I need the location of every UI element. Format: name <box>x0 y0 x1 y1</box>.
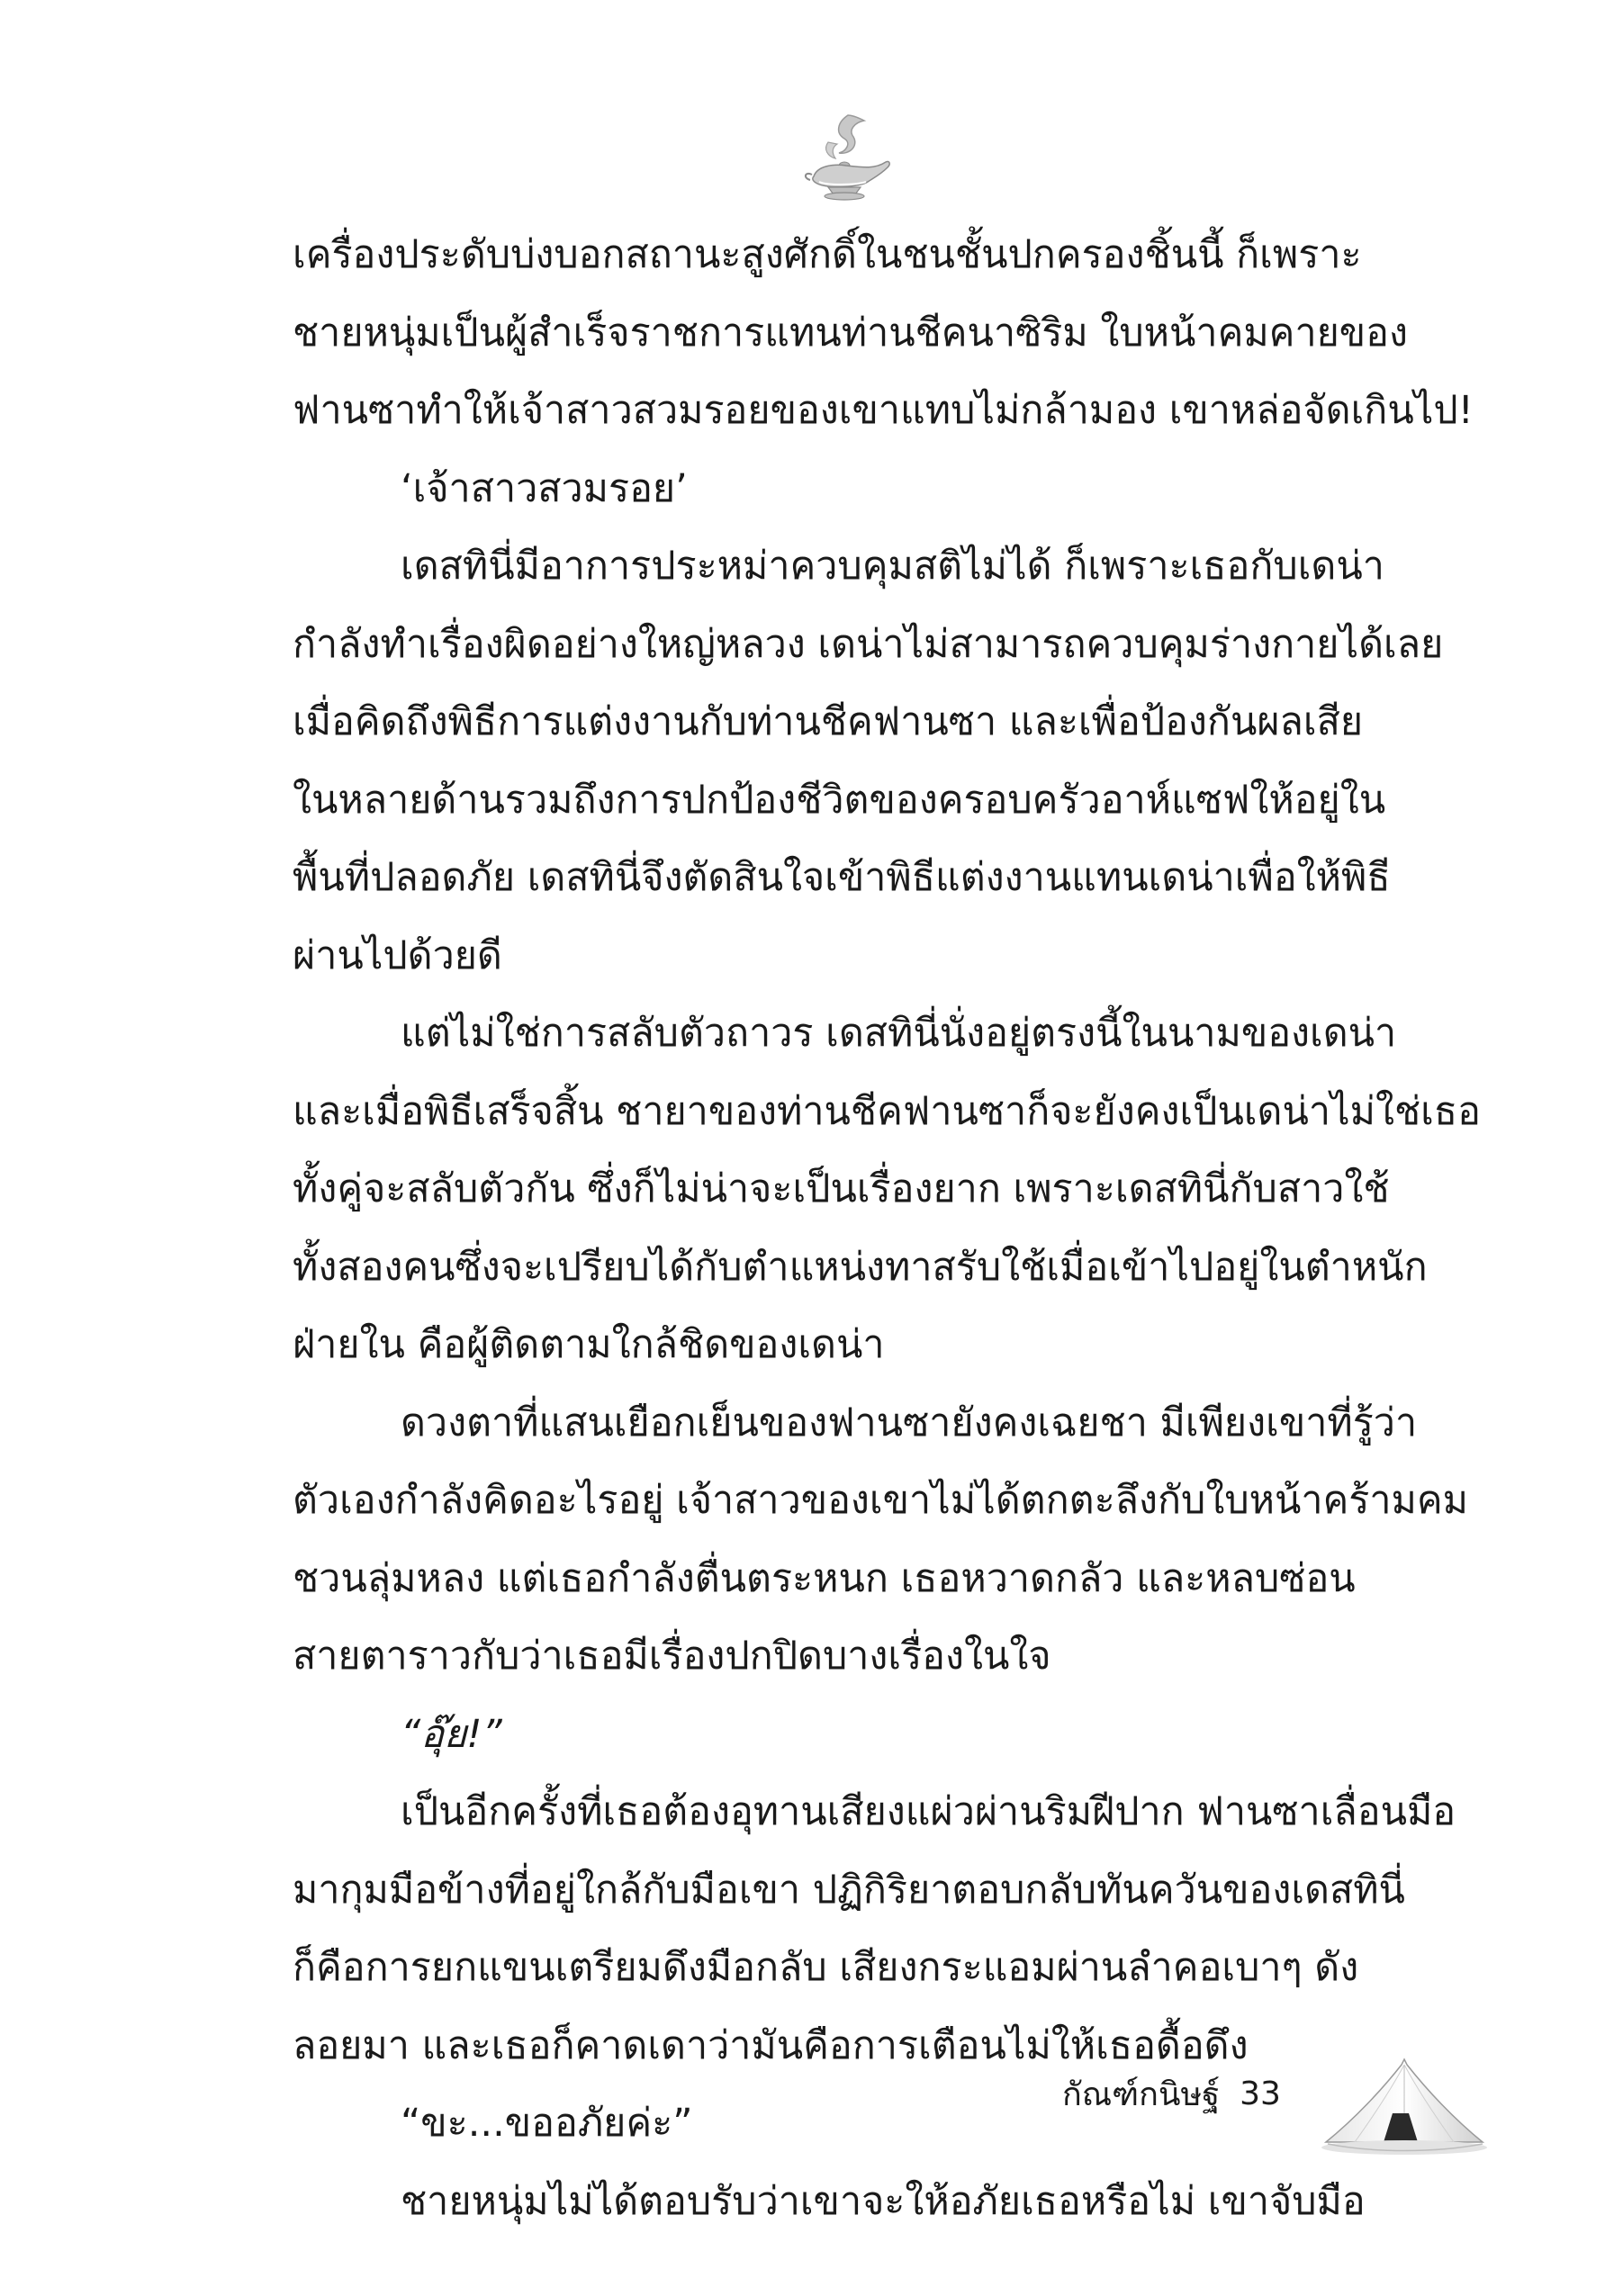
paragraph <box>293 1773 1456 2084</box>
paragraph <box>293 1696 1413 1774</box>
text-line: เดสทินี่มีอาการประหม่าควบคุมสติไม่ได้ ก็เพราะเธอกับเดน่า <box>401 544 1384 589</box>
text-line: มากุมมือข้างที่อยู่ใกล้กับมือเขา ปฏิกิริยาตอบกลับทันควันของเดสทินี่ <box>293 1867 1405 1913</box>
tent-icon <box>1319 2054 1490 2162</box>
text-line: ทั้งสองคนซึ่งจะเปรียบได้กับตำแหน่งทาสรับใช้เมื่อเข้าไปอยู่ในตำหนัก <box>293 1244 1428 1290</box>
text-line: ชายหนุ่มเป็นผู้สำเร็จราชการแทนท่านชีคนาซิริม ใบหน้าคมคายของ <box>293 310 1409 356</box>
text-line: “ขะ...ขออภัยค่ะ” <box>401 2101 693 2146</box>
text-line: ฟานซาทำให้เจ้าสาวสวมรอยของเขาแทบไม่กล้ามอง เขาหล่อจัดเกินไป! <box>293 388 1474 433</box>
book-title: กัณฑ์กนิษฐ์ <box>1062 2075 1221 2113</box>
paragraph <box>293 450 1413 528</box>
text-line: ชายหนุ่มไม่ได้ตอบรับว่าเขาจะให้อภัยเธอหรือไม่ เขาจับมือ <box>401 2178 1366 2224</box>
body-text <box>293 216 1481 2240</box>
page-footer <box>1062 2066 1281 2120</box>
text-line: สายตาราวกับว่าเธอมีเรื่องปกปิดบางเรื่องในใจ <box>293 1634 1051 1679</box>
text-line: ตัวเองกำลังคิดอะไรอยู่ เจ้าสาวของเขาไม่ได้ตกตะลึงกับใบหน้าคร้ามคม <box>293 1478 1468 1523</box>
text-line: เมื่อคิดถึงพิธีการแต่งงานกับท่านชีคฟานซา และเพื่อป้องกันผลเสีย <box>293 699 1364 744</box>
magic-lamp-icon <box>792 106 900 214</box>
paragraph <box>293 1384 1468 1696</box>
text-line: พื้นที่ปลอดภัย เดสทินี่จึงตัดสินใจเข้าพิธีแต่งงานแทนเดน่าเพื่อให้พิธี <box>293 855 1391 900</box>
paragraph <box>293 2163 1413 2241</box>
text-line: ก็คือการยกแขนเตรียมดึงมือกลับ เสียงกระแอมผ่านลำคอเบาๆ ดัง <box>293 1945 1359 1990</box>
text-line: แต่ไม่ใช่การสลับตัวถาวร เดสทินี่นั่งอยู่ตรงนี้ในนามของเดน่า <box>401 1011 1397 1056</box>
text-line: “อุ๊ย!” <box>401 1711 502 1757</box>
text-line: ‘เจ้าสาวสวมรอย’ <box>401 465 688 511</box>
paragraph <box>293 995 1481 1384</box>
page-number: 33 <box>1240 2075 1281 2112</box>
text-line: ฝ่ายใน คือผู้ติดตามใกล้ชิดของเดน่า <box>293 1322 885 1367</box>
text-line: ในหลายด้านรวมถึงการปกป้องชีวิตของครอบครัวอาห์แซฟให้อยู่ใน <box>293 777 1386 823</box>
text-line: กำลังทำเรื่องผิดอย่างใหญ่หลวง เดน่าไม่สามารถควบคุมร่างกายได้เลย <box>293 621 1444 667</box>
text-line: ผ่านไปด้วยดี <box>293 932 502 978</box>
text-line: ดวงตาที่แสนเยือกเย็นของฟานซายังคงเฉยชา มีเพียงเขาที่รู้ว่า <box>401 1400 1418 1445</box>
text-line: และเมื่อพิธีเสร็จสิ้น ชายาของท่านชีคฟานซาก็จะยังคงเป็นเดน่าไม่ใช่เธอ <box>293 1088 1481 1134</box>
text-line: ชวนลุ่มหลง แต่เธอกำลังตื่นตระหนก เธอหวาดกลัว และหลบซ่อน <box>293 1555 1356 1601</box>
text-line: ทั้งคู่จะสลับตัวกัน ซึ่งก็ไม่น่าจะเป็นเรื่องยาก เพราะเดสทินี่กับสาวใช้ <box>293 1166 1390 1211</box>
paragraph <box>293 527 1444 995</box>
text-line: เครื่องประดับบ่งบอกสถานะสูงศักดิ์ในชนชั้นปกครองชิ้นนี้ ก็เพราะ <box>293 232 1362 277</box>
paragraph <box>293 216 1474 450</box>
text-line: เป็นอีกครั้งที่เธอต้องอุทานเสียงแผ่วผ่านริมฝีปาก ฟานซาเลื่อนมือ <box>401 1789 1456 1834</box>
text-line: ลอยมา และเธอก็คาดเดาว่ามันคือการเตือนไม่ให้เธอดื้อดึง <box>293 2022 1249 2068</box>
